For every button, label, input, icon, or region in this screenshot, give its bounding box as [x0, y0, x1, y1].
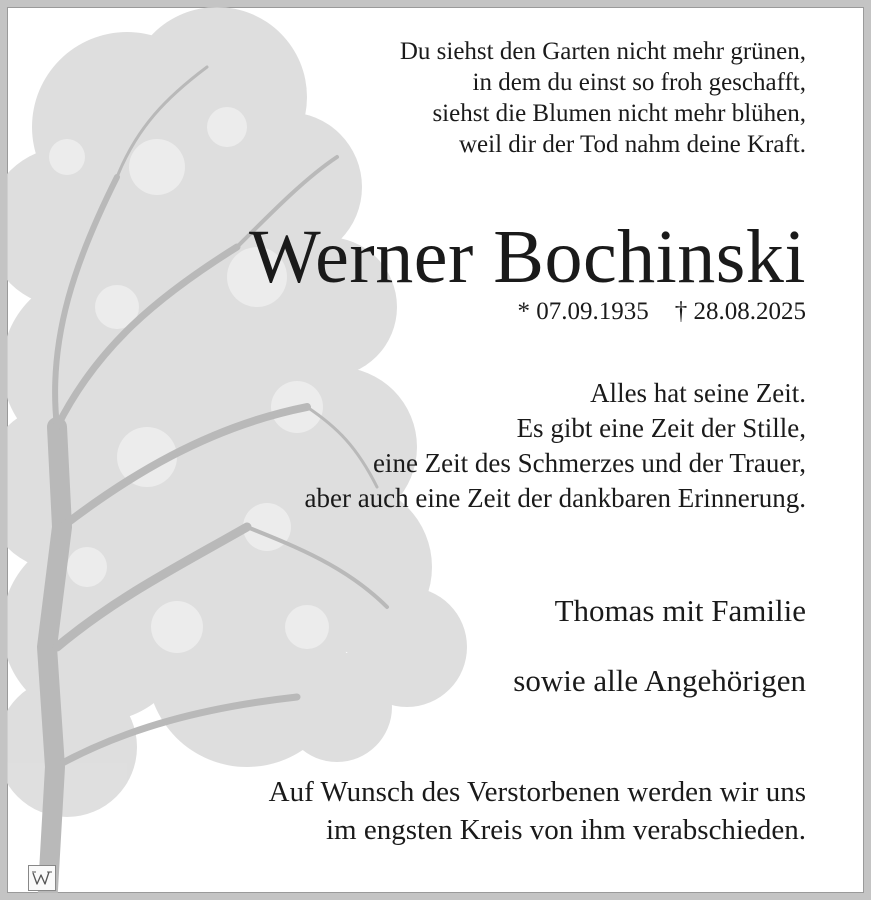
quote-line: aber auch eine Zeit der dankbaren Erinnerung.: [304, 483, 806, 513]
closing-note: [269, 773, 806, 849]
w-monogram-icon: [28, 865, 56, 891]
mourner-relatives: sowie alle Angehörigen: [513, 663, 806, 698]
poem-line: in dem du einst so froh geschafft,: [472, 69, 806, 96]
life-dates: [518, 296, 807, 328]
poem-line: weil dir der Tod nahm deine Kraft.: [459, 131, 806, 158]
quote-line: Es gibt eine Zeit der Stille,: [516, 413, 806, 443]
quote-line: eine Zeit des Schmerzes und der Trauer,: [372, 448, 806, 478]
memorial-quote: [304, 376, 806, 516]
quote-line: Alles hat seine Zeit.: [590, 378, 806, 408]
poem-line: Du siehst den Garten nicht mehr grünen,: [399, 38, 806, 65]
closing-line: im engsten Kreis von ihm verabschieden.: [326, 814, 806, 846]
closing-line: Auf Wunsch des Verstorbenen werden wir uns: [268, 776, 806, 808]
deceased-name: Werner Bochinski: [249, 215, 806, 299]
mourner-family: Thomas mit Familie: [554, 593, 806, 628]
death-date: † 28.08.2025: [674, 298, 806, 325]
poem: [400, 36, 806, 160]
birth-date: * 07.09.1935: [517, 298, 649, 325]
poem-line: siehst die Blumen nicht mehr blühen,: [432, 100, 806, 127]
